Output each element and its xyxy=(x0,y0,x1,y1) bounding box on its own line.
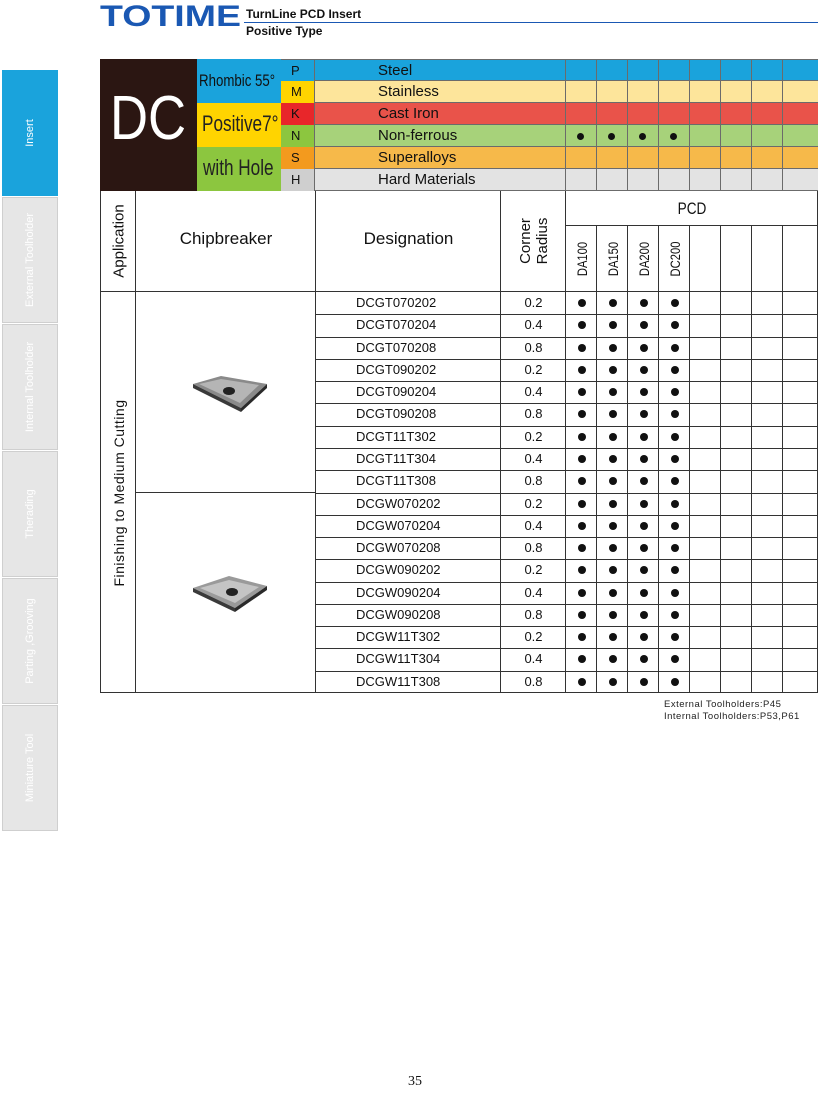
material-grade-cell xyxy=(720,147,751,169)
grade-dot xyxy=(671,455,679,463)
table-row xyxy=(316,559,818,581)
material-grade-cell xyxy=(720,103,751,125)
grade-dot xyxy=(609,299,617,307)
designation-cell: DCGW090204 xyxy=(356,584,441,600)
corner-radius-cell: 0.2 xyxy=(524,428,543,444)
grade-dot xyxy=(578,633,586,641)
grade-dot xyxy=(609,678,617,686)
material-grade-cell xyxy=(627,103,658,125)
grade-dot xyxy=(578,589,586,597)
designation-cell: DCGW11T302 xyxy=(356,629,441,645)
table-row xyxy=(316,448,818,470)
material-grade-cell xyxy=(565,81,596,103)
tab-threading[interactable] xyxy=(2,451,58,577)
material-grade-cell xyxy=(596,81,627,103)
grade-dot xyxy=(609,477,617,485)
corner-radius-cell: 0.2 xyxy=(524,562,543,578)
grade-dot xyxy=(609,655,617,663)
grade-dot xyxy=(640,655,648,663)
grade-dot xyxy=(640,678,648,686)
material-grade-cell xyxy=(751,103,782,125)
material-grade-cell xyxy=(751,147,782,169)
grade-dot xyxy=(578,299,586,307)
application-label-text: Finishing to Medium Cutting xyxy=(110,398,127,587)
material-grade-cell xyxy=(751,169,782,191)
table-row xyxy=(316,671,818,693)
material-code: S xyxy=(281,147,315,169)
grade-dot xyxy=(640,500,648,508)
grade-dot xyxy=(578,678,586,686)
table-row xyxy=(316,314,818,336)
tab-parting-grooving[interactable] xyxy=(2,578,58,704)
material-row xyxy=(281,125,818,147)
material-grade-cell xyxy=(596,103,627,125)
grade-header xyxy=(783,226,814,291)
grade-label: DA100 xyxy=(573,241,590,276)
material-code: P xyxy=(281,60,315,82)
table-row xyxy=(316,537,818,559)
designation-cell: DCGT090208 xyxy=(356,406,437,422)
designation-cell: DCGT070208 xyxy=(356,339,437,355)
grade-header xyxy=(659,226,690,291)
grade-dot xyxy=(671,388,679,396)
material-grade-cell xyxy=(720,125,751,147)
corner-radius-cell: 0.8 xyxy=(524,606,543,622)
material-grade-cell xyxy=(658,147,689,169)
corner-radius-cell: 0.2 xyxy=(524,295,543,310)
tab-miniature-tool[interactable] xyxy=(2,705,58,831)
grade-dot xyxy=(671,500,679,508)
grade-header xyxy=(628,226,659,291)
notes xyxy=(664,699,800,723)
grade-dot xyxy=(578,611,586,619)
grade-header xyxy=(690,226,721,291)
material-grade-cell xyxy=(782,169,813,191)
corner-radius-cell: 0.4 xyxy=(524,584,543,600)
table-row xyxy=(316,359,818,381)
grade-dot xyxy=(578,544,586,552)
designation-cell: DCGW070202 xyxy=(356,495,441,511)
insert-dcgw-image xyxy=(191,574,271,614)
feature-clearance xyxy=(197,103,281,147)
grade-header xyxy=(597,226,628,291)
grade-dot xyxy=(578,344,586,352)
grade-dot xyxy=(640,477,648,485)
table-row xyxy=(316,470,818,492)
feature-shape xyxy=(197,59,281,103)
grade-dot xyxy=(671,544,679,552)
tab-internal-toolholder[interactable] xyxy=(2,324,58,450)
suitability-dot xyxy=(608,133,615,140)
designation-cell: DCGW070208 xyxy=(356,540,441,556)
header-corner-radius xyxy=(501,191,566,291)
grade-dot xyxy=(609,388,617,396)
tab-external-toolholder[interactable] xyxy=(2,197,58,323)
material-code: M xyxy=(281,81,315,103)
material-grade-cell xyxy=(689,125,720,147)
grade-dot xyxy=(640,410,648,418)
feature-hole xyxy=(197,147,281,191)
material-grade-cell xyxy=(627,147,658,169)
material-grade-cell xyxy=(565,125,596,147)
grade-dot xyxy=(578,655,586,663)
grade-dot xyxy=(671,678,679,686)
grade-dot xyxy=(609,366,617,374)
corner-radius-cell: 0.8 xyxy=(524,339,543,355)
feature-hole-label: with Hole xyxy=(203,155,274,180)
material-grade-cell xyxy=(658,81,689,103)
material-grade-cell xyxy=(565,147,596,169)
corner-line1: Corner xyxy=(516,218,534,264)
material-grade-cell xyxy=(720,169,751,191)
grade-dot xyxy=(640,299,648,307)
note-internal: Internal Toolholders:P53,P61 xyxy=(664,711,800,722)
table-row xyxy=(316,493,818,515)
grade-dot xyxy=(578,433,586,441)
grade-dot xyxy=(609,633,617,641)
tab-insert[interactable] xyxy=(2,70,58,196)
product-table xyxy=(100,191,818,693)
grade-dot xyxy=(671,522,679,530)
material-grade-cell xyxy=(658,169,689,191)
corner-radius-cell: 0.8 xyxy=(524,406,543,422)
grade-dot xyxy=(578,366,586,374)
grade-label: DC200 xyxy=(666,241,683,276)
grade-label: DA150 xyxy=(604,241,621,276)
grade-dot xyxy=(578,477,586,485)
corner-line2: Radius xyxy=(533,217,551,265)
grade-dot xyxy=(609,544,617,552)
grade-dot xyxy=(640,566,648,574)
grade-dot xyxy=(609,344,617,352)
tab-label: Internal Toolholder xyxy=(24,341,36,433)
designation-cell: DCGW090202 xyxy=(356,562,441,578)
grade-header xyxy=(566,226,597,291)
grade-dot xyxy=(671,477,679,485)
designation-cell: DCGT090202 xyxy=(356,361,437,377)
tab-label: Therading xyxy=(24,489,36,539)
grade-dot xyxy=(640,433,648,441)
grade-dot xyxy=(609,589,617,597)
corner-radius-cell: 0.4 xyxy=(524,317,543,333)
page-number: 35 xyxy=(408,1074,422,1089)
material-code: N xyxy=(281,125,315,147)
header-chipbreaker: Chipbreaker xyxy=(179,229,273,248)
grade-dot xyxy=(640,321,648,329)
material-grade-cell xyxy=(658,60,689,82)
tab-label: Miniature Tool xyxy=(24,733,36,803)
suitability-dot xyxy=(639,133,646,140)
material-grade-cell xyxy=(689,147,720,169)
header-corner-radius-label xyxy=(517,218,551,265)
insert-code: DC xyxy=(110,84,187,153)
material-code: K xyxy=(281,103,315,125)
corner-radius-cell: 0.2 xyxy=(524,629,543,645)
grade-dot xyxy=(640,633,648,641)
note-external: External Toolholders:P45 xyxy=(664,699,782,710)
grade-dot xyxy=(609,321,617,329)
table-row xyxy=(316,604,818,626)
side-tabs xyxy=(2,70,58,832)
header-pcd: PCD xyxy=(677,199,707,218)
header-application xyxy=(101,191,136,291)
header-rule xyxy=(244,22,818,23)
material-row xyxy=(281,59,818,81)
material-grade-cell xyxy=(751,60,782,82)
designation-cell: DCGT090204 xyxy=(356,384,437,400)
material-name: Hard Materials xyxy=(378,171,476,188)
grade-dot xyxy=(609,433,617,441)
feature-clearance-label: Positive7° xyxy=(202,111,279,136)
grade-dot xyxy=(578,500,586,508)
corner-radius-cell: 0.8 xyxy=(524,473,543,489)
grade-dot xyxy=(640,522,648,530)
corner-radius-cell: 0.4 xyxy=(524,517,543,533)
table-row xyxy=(316,582,818,604)
grade-dot xyxy=(671,633,679,641)
material-name: Cast Iron xyxy=(378,105,439,122)
material-name: Steel xyxy=(378,62,413,79)
material-row xyxy=(281,147,818,169)
tab-label: External Toolholder xyxy=(24,213,36,307)
material-code: H xyxy=(281,169,315,191)
grade-dot xyxy=(671,321,679,329)
designation-cell: DCGT11T302 xyxy=(356,428,436,444)
grade-header xyxy=(721,226,752,291)
designation-cell: DCGW070204 xyxy=(356,517,441,533)
designation-cell: DCGT070202 xyxy=(356,295,437,310)
table-row xyxy=(316,381,818,403)
grade-dot xyxy=(609,611,617,619)
table-hline xyxy=(136,492,316,493)
table-row xyxy=(316,292,818,314)
material-grade-cell xyxy=(627,125,658,147)
material-row xyxy=(281,169,818,191)
corner-radius-cell: 0.4 xyxy=(524,450,543,466)
grade-dot xyxy=(609,500,617,508)
designation-cell: DCGW11T304 xyxy=(356,651,441,667)
feature-shape-label: Rhombic 55° xyxy=(199,71,276,90)
header-application-label: Application xyxy=(110,204,127,278)
material-grade-cell xyxy=(689,103,720,125)
grade-dot xyxy=(609,522,617,530)
table-row xyxy=(316,515,818,537)
designation-cell: DCGT11T304 xyxy=(356,450,436,466)
material-grade-cell xyxy=(596,169,627,191)
material-grade-cell xyxy=(565,103,596,125)
material-grade-cell xyxy=(658,103,689,125)
material-row xyxy=(281,81,818,103)
corner-radius-cell: 0.4 xyxy=(524,384,543,400)
material-grade-cell xyxy=(658,125,689,147)
tab-label: Parting ,Grooving xyxy=(24,598,36,684)
suitability-dot xyxy=(670,133,677,140)
grade-label: DA200 xyxy=(635,241,652,276)
grade-dot xyxy=(671,299,679,307)
designation-cell: DCGT11T308 xyxy=(356,473,436,489)
page-subtitle: Positive Type xyxy=(246,24,323,38)
material-grade-cell xyxy=(596,60,627,82)
material-grade-cell xyxy=(596,125,627,147)
grade-dot xyxy=(578,566,586,574)
material-grade-cell xyxy=(596,147,627,169)
grade-dot xyxy=(671,366,679,374)
corner-radius-cell: 0.2 xyxy=(524,361,543,377)
grade-dot xyxy=(671,433,679,441)
table-row xyxy=(316,337,818,359)
material-grade-cell xyxy=(751,125,782,147)
grade-dot xyxy=(671,589,679,597)
table-vline xyxy=(135,191,136,693)
corner-radius-cell: 0.8 xyxy=(524,540,543,556)
material-grade-cell xyxy=(720,60,751,82)
grade-dot xyxy=(671,410,679,418)
brand-logo: TOTIME xyxy=(100,0,241,33)
grade-dot xyxy=(578,455,586,463)
application-label xyxy=(101,292,136,693)
grade-header xyxy=(752,226,783,291)
material-grade-cell xyxy=(627,81,658,103)
material-name: Superalloys xyxy=(378,149,457,166)
grade-dot xyxy=(671,611,679,619)
suitability-dot xyxy=(577,133,584,140)
material-grade-cell xyxy=(627,60,658,82)
corner-radius-cell: 0.2 xyxy=(524,495,543,511)
material-grade-cell xyxy=(565,169,596,191)
grade-dot xyxy=(640,455,648,463)
grade-dot xyxy=(671,344,679,352)
grade-dot xyxy=(640,344,648,352)
material-grade-cell xyxy=(782,60,813,82)
designation-cell: DCGT070204 xyxy=(356,317,437,333)
grade-dot xyxy=(640,589,648,597)
grade-dot xyxy=(578,522,586,530)
grade-dot xyxy=(609,410,617,418)
tab-label: Insert xyxy=(24,119,36,147)
grade-dot xyxy=(578,410,586,418)
material-grade-cell xyxy=(782,147,813,169)
table-row xyxy=(316,648,818,670)
grade-dot xyxy=(578,388,586,396)
corner-radius-cell: 0.4 xyxy=(524,651,543,667)
material-grade-cell xyxy=(565,60,596,82)
material-grade-cell xyxy=(751,81,782,103)
page-title: TurnLine PCD Insert xyxy=(246,7,362,21)
material-name: Non-ferrous xyxy=(378,127,458,144)
header-designation: Designation xyxy=(363,229,454,248)
grade-dot xyxy=(640,388,648,396)
material-grade-cell xyxy=(782,81,813,103)
material-grade-cell xyxy=(782,125,813,147)
insert-dcgt-image xyxy=(191,374,271,414)
grade-dot xyxy=(671,655,679,663)
material-grade-cell xyxy=(689,60,720,82)
material-grade-cell xyxy=(627,169,658,191)
material-grade-cell xyxy=(720,81,751,103)
material-name: Stainless xyxy=(378,83,439,100)
material-grade-cell xyxy=(782,103,813,125)
material-grade-cell xyxy=(689,169,720,191)
grade-dot xyxy=(640,611,648,619)
grade-dot xyxy=(640,544,648,552)
grade-dot xyxy=(640,366,648,374)
designation-cell: DCGW11T308 xyxy=(356,673,441,689)
grade-dot xyxy=(609,455,617,463)
grade-dot xyxy=(609,566,617,574)
table-row xyxy=(316,426,818,448)
table-row xyxy=(316,403,818,425)
table-row xyxy=(316,626,818,648)
material-grade-cell xyxy=(689,81,720,103)
designation-cell: DCGW090208 xyxy=(356,606,441,622)
corner-radius-cell: 0.8 xyxy=(524,673,543,689)
material-row xyxy=(281,103,818,125)
grade-dot xyxy=(671,566,679,574)
grade-dot xyxy=(578,321,586,329)
